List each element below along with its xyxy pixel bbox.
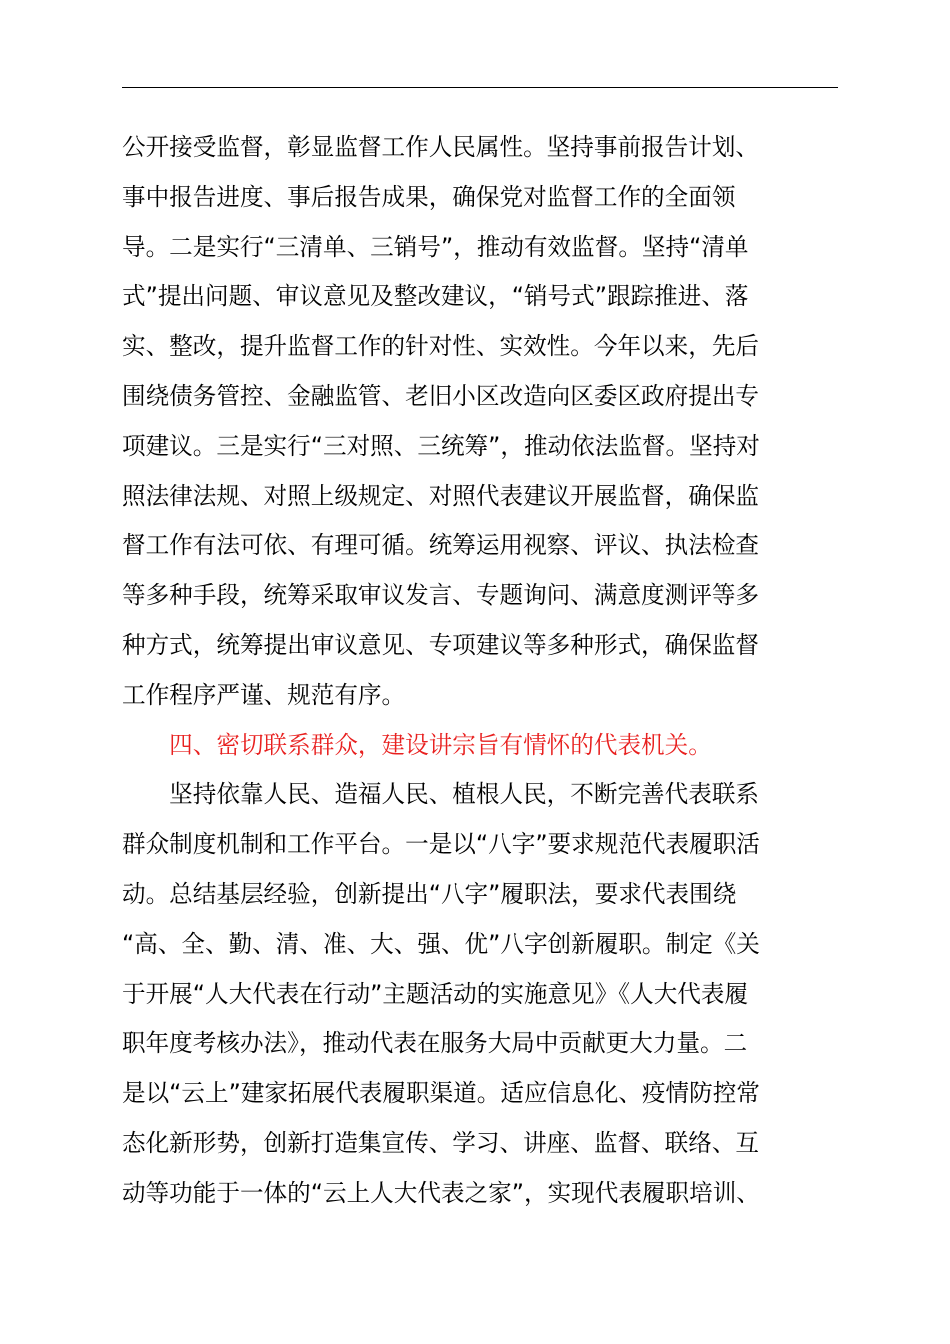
text-line-4: 式”提出问题、审议意见及整改建议，“销号式”跟踪推进、落 bbox=[122, 282, 749, 311]
text-line-1: 公开接受监督，彰显监督工作人民属性。坚持事前报告计划、 bbox=[122, 133, 760, 161]
text-line-11: 种方式，统筹提出审议意见、专项建议等多种形式，确保监督 bbox=[122, 630, 760, 659]
text-line-16: 动。总结基层经验，创新提出“八字”履职法，要求代表围绕 bbox=[122, 879, 737, 908]
text-line-21: 态化新形势，创新打造集宣传、学习、讲座、监督、联络、互 bbox=[122, 1128, 760, 1157]
text-line-12: 工作程序严谨、规范有序。 bbox=[122, 680, 406, 709]
text-line-17: “高、全、勤、清、准、大、强、优”八字创新履职。制定《关 bbox=[122, 929, 760, 958]
text-line-6: 围绕债务管控、金融监管、老旧小区改造向区委区政府提出专 bbox=[122, 381, 760, 410]
header-rule bbox=[122, 87, 838, 88]
text-line-15: 群众制度机制和工作平台。一是以“八字”要求规范代表履职活 bbox=[122, 830, 760, 859]
text-line-22: 动等功能于一体的“云上人大代表之家”，实现代表履职培训、 bbox=[122, 1178, 760, 1207]
text-line-3: 导。二是实行“三清单、三销号”，推动有效监督。坚持“清单 bbox=[122, 232, 749, 261]
document-body bbox=[122, 123, 838, 1219]
text-line-7: 项建议。三是实行“三对照、三统筹”，推动依法监督。坚持对 bbox=[122, 431, 760, 460]
text-line-5: 实、整改，提升监督工作的针对性、实效性。今年以来，先后 bbox=[122, 332, 760, 361]
text-line-8: 照法律法规、对照上级规定、对照代表建议开展监督，确保监 bbox=[122, 481, 760, 510]
text-line-2: 事中报告进度、事后报告成果，确保党对监督工作的全面领 bbox=[122, 182, 736, 211]
text-line-10: 等多种手段，统筹采取审议发言、专题询问、满意度测评等多 bbox=[122, 581, 760, 610]
text-line-20: 是以“云上”建家拓展代表履职渠道。适应信息化、疫情防控常 bbox=[122, 1079, 760, 1108]
text-line-18: 于开展“人大代表在行动”主题活动的实施意见》《人大代表履 bbox=[122, 979, 749, 1008]
section-heading: 四、密切联系群众，建设讲宗旨有情怀的代表机关。 bbox=[122, 730, 712, 759]
text-line-9: 督工作有法可依、有理可循。统筹运用视察、评议、执法检查 bbox=[122, 531, 760, 560]
text-line-19: 职年度考核办法》，推动代表在服务大局中贡献更大力量。二 bbox=[122, 1029, 748, 1058]
text-line-14: 坚持依靠人民、造福人民、植根人民，不断完善代表联系 bbox=[122, 780, 760, 809]
